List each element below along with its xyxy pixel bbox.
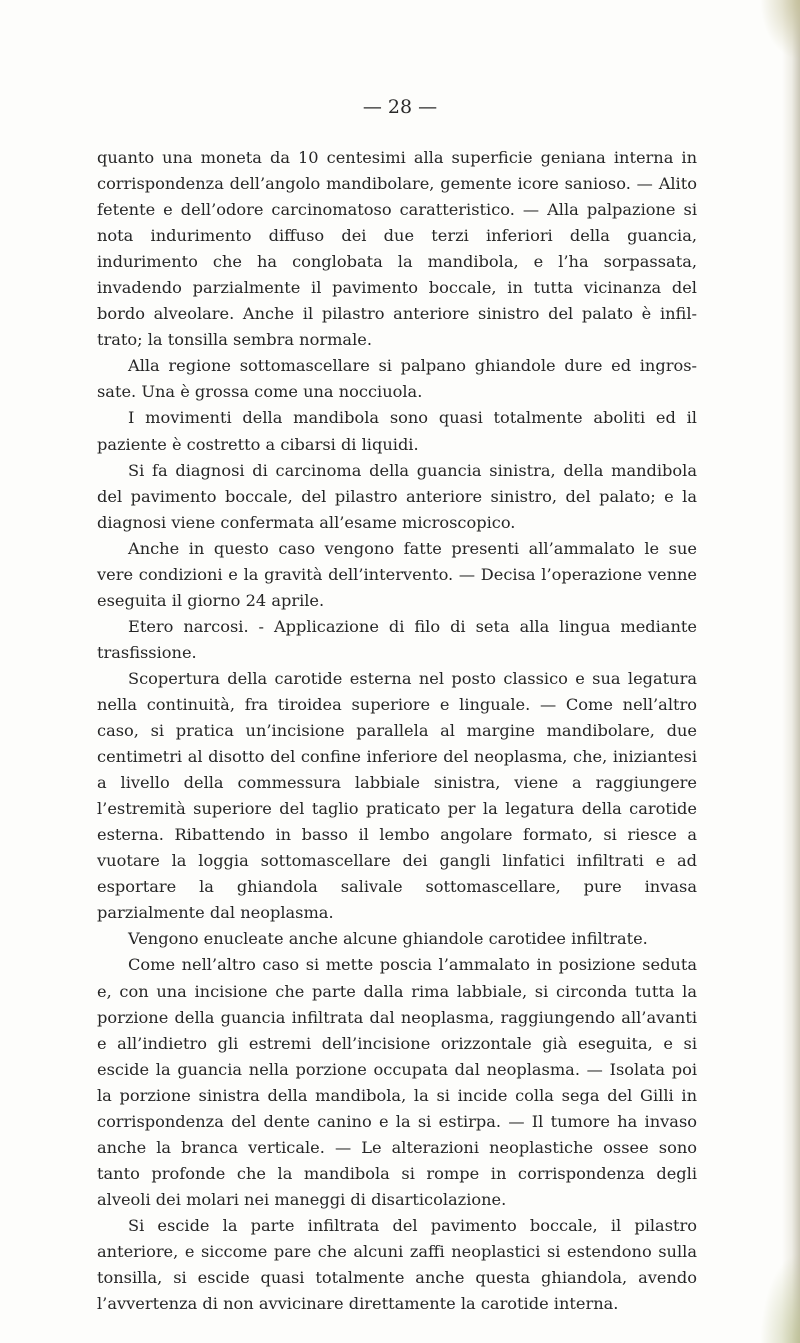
- page-number: — 28 —: [362, 96, 438, 118]
- paragraph-4: Si fa diagnosi di carcinoma della guancia sinistra, della mandibola del pavimento boccale, del pilastro anteriore sinistro, del palato; e la diagnosi viene confermata all’esame microscopico.: [97, 460, 697, 532]
- body-text: [97, 145, 697, 1317]
- paragraph-6: Etero narcosi. - Applicazione di filo di seta alla lingua mediante trasfissione.: [97, 616, 697, 662]
- paragraph-2: Alla regione sottomascellare si palpano ghiandole dure ed ingrossate. Una è grossa come una nocciuola.: [97, 356, 697, 402]
- paragraph-3: I movimenti della mandibola sono quasi totalmente aboliti ed il paziente è costretto a cibarsi di liquidi.: [97, 408, 697, 454]
- paragraph-5: Anche in questo caso vengono fatte presenti all’ammalato le sue vere condizioni e la gravità dell’intervento. — Decisa l’operazione venne eseguita il giorno 24 aprile.: [97, 538, 697, 610]
- page-corner-stain-top: [760, 0, 800, 60]
- page-edge-shadow: [782, 0, 800, 1343]
- paragraph-1: quanto una moneta da 10 centesimi alla superficie geniana interna in corrispondenza dell’angolo mandibolare, gemente icore sanioso. — Alito fetente e dell’odore carcinomatoso caratteristico. — Alla palpazione si nota indurimento diffuso dei due terzi inferiori della guancia, indurimento che ha conglobata la mandibola, e l’ha sorpassata, invadendo parzialmente il pavimento boccale, in tutta vicinanza del bordo alveolare. Anche il pilastro anteriore sinistro del palato è infiltrato; la tonsilla sembra normale.: [97, 148, 697, 350]
- paragraph-8: Vengono enucleate anche alcune ghiandole carotidee infiltrate.: [128, 929, 648, 949]
- paragraph-7: Scopertura della carotide esterna nel posto classico e sua legatura nella continuità, fra tiroidea superiore e linguale. — Come nell’altro caso, si pratica un’incisione parallela al margine mandibolare, due centimetri al disotto del confine inferiore del neoplasma, che, iniziantesi a livello della commessura labbiale sinistra, viene a raggiungere l’estremità superiore del taglio praticato per la legatura della carotide esterna. Ribattendo in basso il lembo angolare formato, si riesce a vuotare la loggia sottomascellare dei gangli linfatici infiltrati e ad esportare la ghiandola salivale sottomascellare, pure invasa parzialmente dal neoplasma.: [97, 668, 697, 923]
- paragraph-10: Si escide la parte infiltrata del pavimento boccale, il pilastro anteriore, e siccome pare che alcuni zaffi neoplastici si estendono sulla tonsilla, si escide quasi totalmente anche questa ghiandola, avendo l’avvertenza di non avvicinare direttamente la carotide interna.: [97, 1215, 697, 1314]
- page-corner-stain-bottom: [760, 1253, 800, 1343]
- paragraph-9: Come nell’altro caso si mette poscia l’ammalato in posizione seduta e, con una incisione che parte dalla rima labbiale, si circonda tutta la porzione della guancia infiltrata dal neoplasma, raggiungendo all’avanti e all’indietro gli estremi dell’incisione orizzontale già eseguita, e si escide la guancia nella porzione occupata dal neoplasma. — Isolata poi la porzione sinistra della mandibola, la si incide colla sega del Gilli in corrispondenza del dente canino e la si estirpa. — Il tumore ha invaso anche la branca verticale. — Le alterazioni neoplastiche ossee sono tanto profonde che la mandibola si rompe in corrispondenza degli alveoli dei molari nei maneggi di disarticolazione.: [97, 955, 697, 1209]
